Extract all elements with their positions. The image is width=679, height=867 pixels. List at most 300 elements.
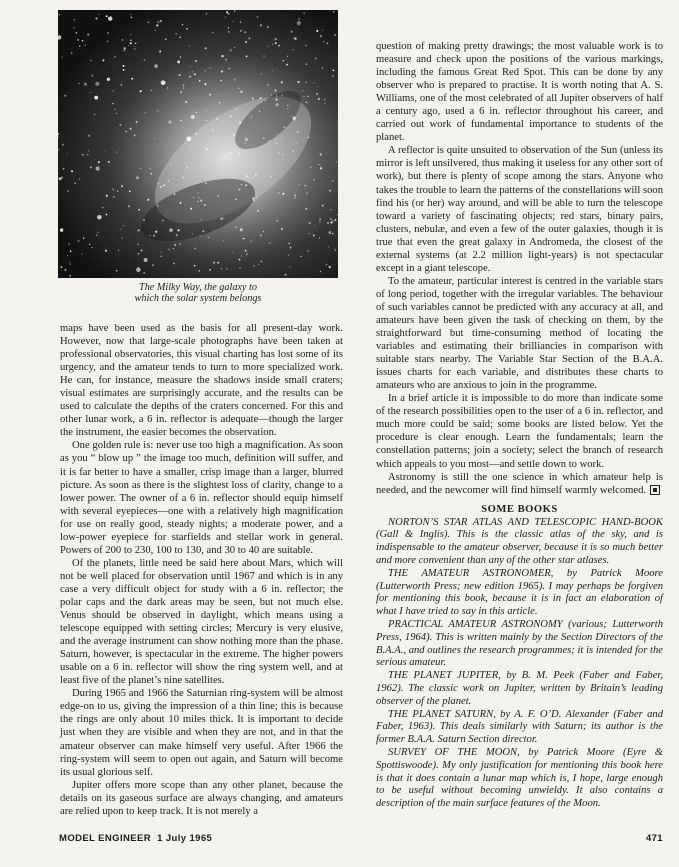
star — [69, 275, 71, 277]
star — [95, 17, 97, 19]
star — [276, 98, 278, 100]
star — [152, 264, 153, 265]
star — [286, 64, 288, 66]
star — [107, 32, 109, 34]
star — [332, 220, 333, 221]
star — [155, 30, 156, 31]
star — [290, 115, 291, 116]
star — [136, 267, 141, 272]
star — [292, 49, 293, 50]
star — [306, 192, 308, 194]
star — [112, 103, 113, 104]
star — [102, 59, 104, 61]
star — [143, 272, 144, 273]
star — [246, 253, 247, 254]
star — [160, 20, 162, 22]
star — [192, 71, 193, 72]
star — [198, 197, 199, 198]
star — [253, 265, 254, 266]
star — [225, 59, 227, 61]
star — [308, 136, 310, 138]
star — [58, 137, 59, 138]
star — [78, 240, 80, 242]
milky-way-photo — [58, 10, 338, 278]
star — [61, 266, 63, 268]
star — [196, 112, 198, 114]
star — [122, 237, 123, 238]
star — [200, 235, 201, 236]
star — [263, 56, 264, 57]
star — [238, 153, 240, 155]
star — [205, 183, 207, 185]
star — [149, 235, 150, 236]
star — [245, 184, 247, 186]
star — [159, 51, 161, 53]
star — [186, 28, 188, 30]
book-entry: SURVEY OF THE MOON, by Patrick Moore (Eyre & Spottiswoode). My only justification for mentioning this book here is that it does contain a lunar map which is, I hope, large enough to be useful without becoming unwieldy. It also contains a description of the main surface features of the Moon. — [376, 747, 663, 810]
star — [313, 179, 315, 181]
star — [288, 254, 289, 255]
star — [306, 63, 307, 64]
star — [260, 97, 262, 99]
star — [200, 219, 201, 220]
star — [195, 133, 197, 135]
star — [113, 196, 115, 198]
star — [278, 152, 280, 154]
star — [281, 228, 283, 230]
star — [264, 100, 265, 101]
star — [337, 214, 338, 215]
star — [235, 199, 237, 201]
star — [168, 120, 171, 123]
star — [128, 205, 130, 207]
star — [91, 247, 92, 248]
star — [59, 177, 62, 180]
book-entry: THE AMATEUR ASTRONOMER, by Patrick Moore (Lutterworth Press; new edition 1965). I may perhaps be forgiven for mentioning this book, because it is in fact an elaboration of what I have tried to say in this article. — [376, 567, 663, 618]
star — [88, 150, 89, 151]
star — [223, 158, 224, 159]
star — [291, 31, 293, 33]
star — [182, 177, 184, 179]
star — [97, 215, 101, 219]
star — [106, 195, 108, 197]
star — [194, 73, 196, 75]
star — [320, 154, 322, 156]
star — [258, 264, 259, 265]
star — [157, 110, 158, 111]
star — [82, 154, 84, 156]
star — [157, 205, 159, 207]
star — [313, 235, 315, 237]
star — [73, 27, 74, 28]
star — [145, 112, 147, 114]
star — [117, 191, 118, 192]
star — [257, 210, 259, 212]
star — [320, 35, 322, 37]
star — [123, 49, 125, 51]
page-number: 471 — [645, 833, 663, 844]
star — [284, 126, 286, 128]
star — [118, 250, 119, 251]
star — [174, 193, 176, 195]
star — [176, 234, 178, 236]
star — [135, 43, 136, 44]
star — [328, 231, 331, 234]
star — [319, 237, 320, 238]
star — [330, 218, 332, 220]
star — [107, 40, 109, 42]
star — [216, 118, 218, 120]
star — [160, 186, 162, 188]
star — [274, 230, 275, 231]
star — [245, 41, 247, 43]
star — [278, 192, 280, 194]
star — [276, 143, 278, 145]
star — [276, 103, 279, 106]
star — [319, 221, 320, 222]
star — [114, 56, 116, 58]
star — [163, 184, 165, 186]
book-entry: THE PLANET SATURN, by A. F. O’D. Alexander (Faber and Faber, 1963). This deals similarly with Saturn; its author is the former B.A.A. Saturn Section director. — [376, 708, 663, 746]
star — [130, 40, 131, 41]
star — [302, 90, 304, 92]
book-entry: NORTON’S STAR ATLAS AND TELESCOPIC HAND-BOOK (Gall & Inglis). This is the classic atlas of the sky, and is indispensable to the amateur observer, because it is so much better and more convenient than any of the other star atlases. — [376, 516, 663, 567]
star — [275, 42, 277, 44]
star — [108, 161, 110, 163]
star — [82, 40, 84, 42]
star — [255, 191, 256, 192]
star — [112, 189, 113, 190]
star — [290, 247, 292, 249]
star — [197, 201, 198, 202]
star — [131, 34, 132, 35]
star — [327, 222, 329, 224]
paragraph: Of the planets, little need be said here about Mars, which will not be well placed for observation until 1967 and which is in any case a very difficult object for study with a 6 in. reflector; the polar caps and the dark areas may be seen, but not much else. Venus should be observed in daylight, which means using a telescope equipped with setting circles; Mercury is very elusive, and the average instrument can show nothing more than the phase. Saturn, however, is spectacular in the extreme. The higher powers usable on a 6 in. reflector will show the ring system well, and at least five of the planet’s nine satellites. — [60, 557, 343, 687]
paragraph: During 1965 and 1966 the Saturnian ring-system will be almost edge-on to us, giving the impression of a thin line; this is because the rings are only about 10 miles thick. It is important to decide just when they are visible and when they are not, and in that the amateur observer can make himself very useful. After 1966 the ring-system will seem to open out again, and Saturn will become its usual glorious self. — [60, 688, 343, 778]
star — [74, 19, 75, 20]
star — [61, 177, 62, 178]
star — [332, 75, 333, 76]
star — [240, 30, 242, 32]
star — [136, 176, 139, 179]
star — [183, 88, 184, 89]
photo-caption — [58, 282, 338, 304]
star — [294, 197, 296, 199]
star — [269, 242, 271, 244]
star — [90, 60, 91, 61]
star — [140, 168, 141, 169]
page-footer — [59, 833, 663, 847]
star — [90, 92, 91, 93]
star — [186, 167, 188, 169]
left-column — [60, 322, 343, 818]
star — [221, 71, 223, 73]
star — [194, 265, 196, 267]
star — [306, 102, 308, 104]
star — [300, 256, 301, 257]
star — [319, 218, 321, 220]
star — [278, 45, 280, 47]
star — [294, 194, 296, 196]
star — [138, 253, 140, 255]
star — [322, 30, 323, 31]
star — [167, 87, 168, 88]
star — [219, 102, 221, 104]
star — [179, 243, 180, 244]
star — [180, 202, 182, 204]
star — [324, 99, 325, 100]
footer-publication — [59, 833, 212, 844]
star — [317, 86, 318, 87]
star — [239, 259, 241, 261]
star — [120, 229, 121, 230]
star — [309, 222, 311, 224]
star — [120, 124, 121, 125]
star — [316, 30, 318, 32]
star — [195, 60, 197, 62]
star — [141, 250, 143, 252]
star — [98, 14, 99, 15]
star — [305, 82, 306, 83]
end-of-article-icon — [650, 485, 660, 495]
publication-name: MODEL ENGINEER — [59, 833, 151, 844]
star — [69, 262, 70, 263]
star — [241, 256, 242, 257]
star — [68, 243, 70, 245]
star — [228, 13, 230, 15]
star — [174, 244, 176, 246]
star — [253, 200, 255, 202]
star — [281, 81, 283, 83]
star — [78, 83, 79, 84]
star — [98, 161, 100, 163]
star — [233, 21, 234, 22]
star — [220, 80, 221, 81]
star — [257, 16, 259, 18]
star — [188, 45, 189, 46]
star-field — [58, 10, 338, 278]
star — [202, 230, 204, 232]
star — [204, 204, 206, 206]
star — [246, 175, 248, 177]
star — [256, 198, 257, 199]
star — [61, 56, 62, 57]
star — [297, 131, 299, 133]
star — [212, 129, 214, 131]
star — [130, 42, 132, 44]
star — [125, 131, 126, 132]
star — [283, 60, 284, 61]
star — [120, 84, 122, 86]
star — [332, 233, 333, 234]
star — [223, 162, 224, 163]
star — [206, 13, 207, 14]
star — [177, 61, 180, 64]
book-entry: THE PLANET JUPITER, by B. M. Peek (Faber and Faber, 1962). The classic work on Jupiter, written by Britain’s leading observer of the planet. — [376, 670, 663, 707]
star — [234, 10, 235, 11]
star — [226, 11, 228, 13]
star — [307, 96, 308, 97]
star — [108, 16, 112, 20]
star — [305, 45, 307, 47]
star — [91, 74, 93, 76]
star — [116, 113, 117, 114]
star — [147, 199, 149, 201]
closing-text: Astronomy is still the one science in which amateur help is needed, and the newcomer will find himself warmly welcomed. — [376, 471, 663, 496]
paragraph: Jupiter offers more scope than any other planet, because the details on its gaseous surface are always changing, and amateurs are relied upon to keep track. It is not merely a — [60, 779, 343, 817]
star — [173, 262, 175, 264]
star — [154, 138, 155, 139]
star — [94, 96, 98, 100]
star — [308, 233, 309, 234]
star — [161, 133, 162, 134]
star — [134, 135, 136, 137]
paragraph: question of making pretty drawings; the most valuable work is to measure and check upon the positions of the various markings, including the famous Great Red Spot. This can be done by any observer who is prepared to practise. It is worth noting that A. S. Williams, one of the most celebrated of all Jupiter observers of half a century ago, used a 6 in. reflector throughout his career, and carried out work of fundamental importance to students of the planet. — [376, 41, 663, 144]
star — [275, 89, 277, 91]
star — [334, 34, 336, 36]
star — [236, 108, 237, 109]
star — [122, 65, 124, 67]
star — [180, 91, 182, 93]
star — [186, 137, 191, 142]
star — [128, 45, 129, 46]
star — [138, 229, 140, 231]
star — [287, 56, 288, 57]
star — [192, 233, 193, 234]
star — [84, 83, 87, 86]
star — [267, 26, 269, 28]
star — [64, 95, 66, 97]
star — [269, 140, 271, 142]
star — [249, 38, 251, 40]
star — [292, 151, 294, 153]
star — [165, 38, 167, 40]
star — [58, 149, 59, 150]
star — [144, 59, 146, 61]
star — [190, 66, 191, 67]
caption-line-2: which the solar system belongs — [134, 293, 262, 304]
paragraph: In a brief article it is impossible to do more than indicate some of the research possibilities open to the user of a 6 in. reflector, and much more could be said; some books are listed below. Yet the procedure is clear enough. Learn the fundamentals; learn the constellation patterns; join a society; select the branch of research which appeals to you most—and settle down to work. — [376, 393, 663, 470]
star — [307, 250, 309, 252]
star — [151, 89, 153, 91]
star — [151, 173, 153, 175]
star — [261, 73, 262, 74]
star — [320, 167, 322, 169]
star — [204, 83, 206, 85]
star — [238, 88, 239, 89]
star — [67, 190, 69, 192]
closing-paragraph — [376, 471, 663, 497]
star — [252, 198, 254, 200]
star — [71, 52, 73, 54]
star — [284, 274, 286, 276]
star — [228, 27, 229, 28]
star — [230, 116, 231, 117]
star — [131, 78, 133, 80]
star — [62, 144, 64, 146]
star — [230, 152, 232, 154]
star — [295, 38, 297, 40]
book-entry: PRACTICAL AMATEUR ASTRONOMY (various; Lutterworth Press, 1964). This is written mainly by the Section Directors of the B.A.A., and outlines the research programmes; it is intended for the serious amateur. — [376, 619, 663, 669]
star — [71, 170, 73, 172]
star — [96, 166, 100, 170]
star — [335, 249, 336, 250]
star — [221, 218, 223, 220]
star — [240, 91, 242, 93]
star — [333, 11, 334, 12]
star — [178, 229, 180, 231]
paragraph: maps have been used as the basis for all present-day work. However, now that large-scale photographs have been taken at professional observatories, this visual charting has lost some of its urgency, and the amateur tends to turn to more specialized work. He can, for instance, measure the shadows inside small craters; visual estimates are surprisingly accurate, and the results can be used to calculate the depths of the craters concerned. For this and other lunar work, a 6 in. reflector is adequate—though the larger the instrument, the easier becomes the observation. — [60, 323, 343, 439]
star — [106, 15, 108, 17]
star — [270, 176, 272, 178]
star — [326, 264, 328, 266]
star — [150, 168, 151, 169]
star — [83, 238, 84, 239]
star — [234, 134, 236, 136]
star — [222, 121, 223, 122]
star — [297, 81, 299, 83]
star — [69, 263, 70, 264]
star — [209, 67, 210, 68]
star — [138, 244, 139, 245]
star — [167, 180, 169, 182]
star — [243, 238, 245, 240]
star — [189, 76, 191, 78]
star — [244, 142, 246, 144]
star — [60, 228, 63, 231]
star — [272, 44, 273, 45]
star — [288, 243, 290, 245]
star — [240, 21, 241, 22]
star — [59, 14, 60, 15]
star — [77, 39, 79, 41]
star — [183, 84, 185, 86]
star — [323, 41, 324, 42]
star — [148, 21, 150, 23]
star — [225, 16, 226, 17]
right-column — [376, 40, 663, 811]
star — [293, 117, 296, 120]
star — [76, 32, 78, 34]
star — [180, 120, 181, 121]
star — [88, 135, 89, 136]
star — [319, 164, 320, 165]
star — [299, 18, 301, 20]
star — [156, 24, 158, 26]
star — [241, 184, 243, 186]
books-heading: SOME BOOKS — [481, 503, 558, 515]
star — [121, 185, 123, 187]
star — [239, 122, 241, 124]
star — [193, 197, 194, 198]
star — [213, 262, 215, 264]
star — [329, 266, 330, 267]
star — [329, 190, 331, 192]
star — [221, 268, 223, 270]
star — [178, 74, 179, 75]
star — [282, 154, 284, 156]
star — [67, 255, 68, 256]
star — [208, 236, 210, 238]
star — [107, 78, 110, 81]
star — [123, 69, 125, 71]
star — [276, 95, 277, 96]
star — [138, 209, 140, 211]
star — [314, 225, 315, 226]
star — [246, 55, 248, 57]
star — [252, 98, 254, 100]
star — [67, 153, 68, 154]
